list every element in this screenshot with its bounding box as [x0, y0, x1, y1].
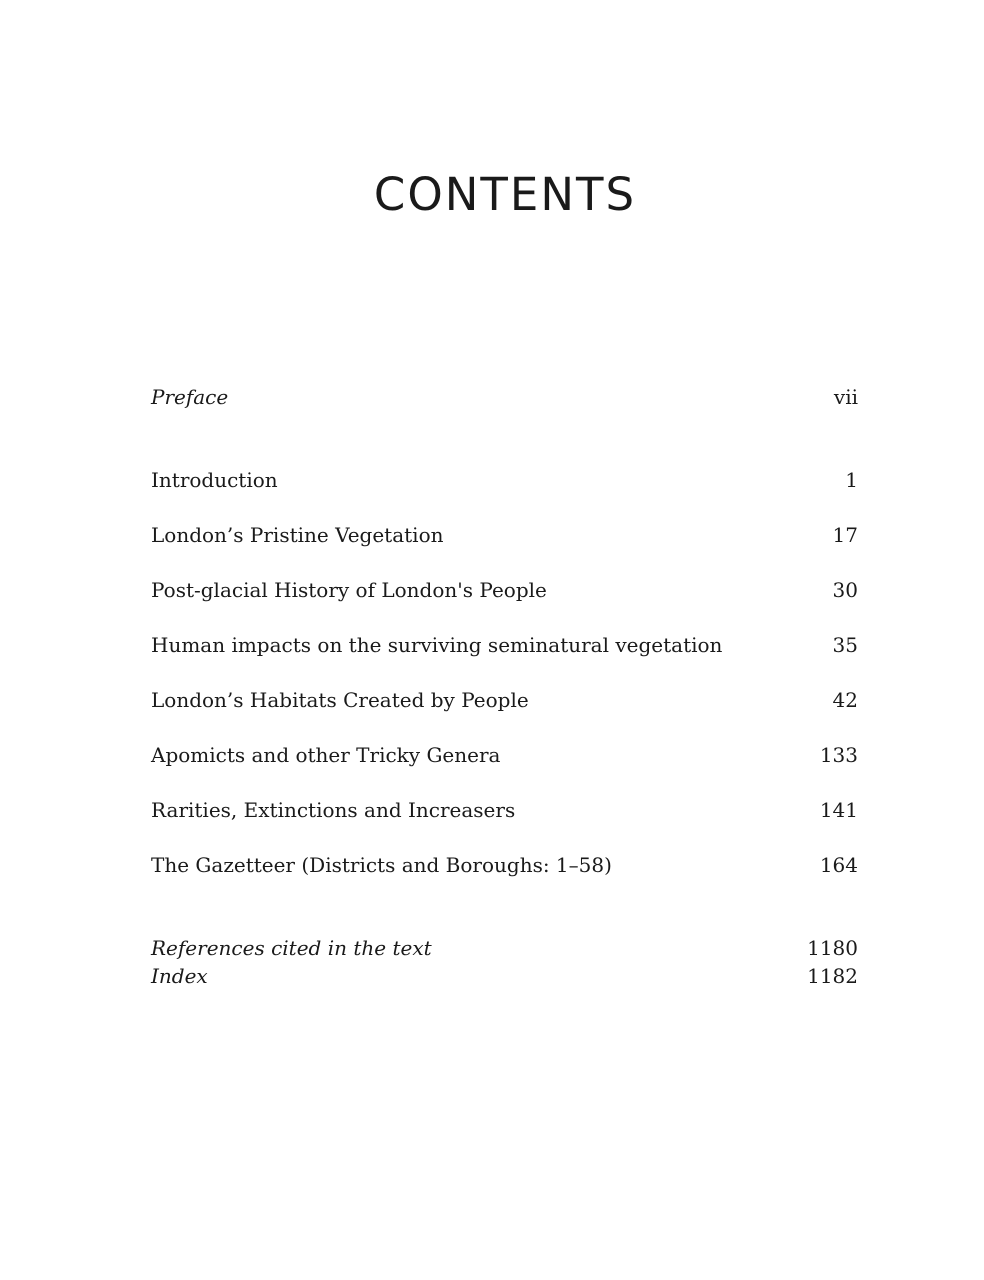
toc-entry-references[interactable] [151, 935, 858, 961]
toc-entry-label: Post-glacial History of London's People [151, 578, 547, 602]
toc-entry-introduction[interactable] [151, 467, 858, 493]
toc-entry-index[interactable] [151, 963, 858, 989]
toc-entry-label: Introduction [151, 468, 278, 492]
toc-entry-label: London’s Habitats Created by People [151, 688, 529, 712]
toc-entry-label: References cited in the text [151, 936, 432, 960]
toc-entry-gazetteer[interactable] [151, 852, 858, 878]
toc-entry-page-number: 164 [819, 853, 858, 877]
toc-entry-preface[interactable] [151, 384, 858, 410]
toc-entry-label: London’s Pristine Vegetation [151, 523, 444, 547]
toc-entry-page-number: 141 [819, 798, 858, 822]
toc-entry-label: The Gazetteer (Districts and Boroughs: 1–58) [151, 853, 612, 877]
toc-entry-label: Rarities, Extinctions and Increasers [151, 798, 516, 822]
toc-entry-page-number: 35 [832, 633, 858, 657]
toc-entry-page-number: vii [833, 385, 858, 409]
toc-entry-page-number: 1182 [807, 964, 858, 988]
toc-entry-habitats[interactable] [151, 687, 858, 713]
toc-entry-page-number: 42 [832, 688, 858, 712]
toc-entry-rarities[interactable] [151, 797, 858, 823]
toc-entry-post-glacial-history[interactable] [151, 577, 858, 603]
toc-entry-apomicts[interactable] [151, 742, 858, 768]
toc-entry-page-number: 1180 [807, 936, 858, 960]
toc-entry-human-impacts[interactable] [151, 632, 858, 658]
toc-entry-label: Apomicts and other Tricky Genera [151, 743, 501, 767]
toc-entry-page-number: 30 [832, 578, 858, 602]
toc-entry-label: Preface [151, 385, 229, 409]
toc-entry-page-number: 17 [832, 523, 858, 547]
toc-entry-page-number: 1 [845, 468, 858, 492]
toc-entry-page-number: 133 [819, 743, 858, 767]
page-title: CONTENTS [373, 168, 637, 221]
toc-entry-label: Human impacts on the surviving seminatural vegetation [151, 633, 723, 657]
toc-entry-pristine-vegetation[interactable] [151, 522, 858, 548]
toc-entry-label: Index [151, 964, 208, 988]
